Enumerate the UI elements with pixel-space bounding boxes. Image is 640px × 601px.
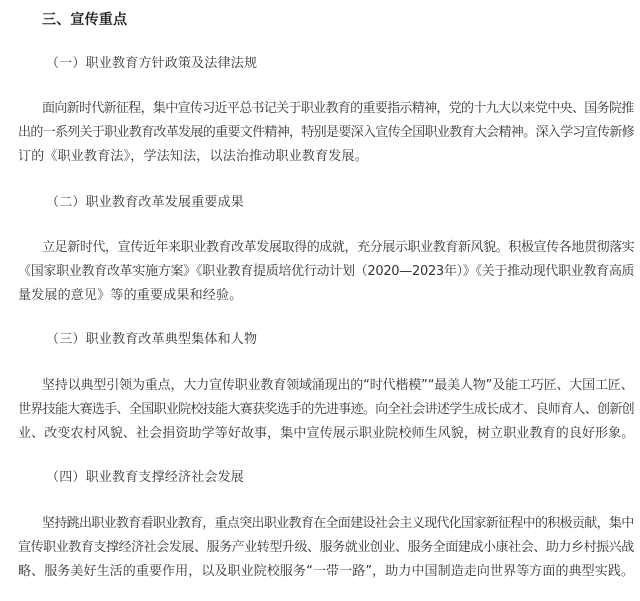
paragraph-3-line-2: 世界技能大赛选手、全国职业院校技能大赛获奖选手的先进事迹。向全社会讲述学生成长成才、良师育人、创新创	[18, 402, 635, 417]
subsection-heading-3: （三）职业教育改革典型集体和人物	[46, 332, 258, 347]
section-title: 三、宣传重点	[42, 12, 128, 28]
paragraph-4-line-1: 坚持跳出职业教育看职业教育，重点突出职业教育在全面建设社会主义现代化国家新征程中的积极贡献，集中	[42, 516, 634, 531]
paragraph-1-line-2: 出的一系列关于职业教育改革发展的重要文件精神，特别是要深入宣传全国职业教育大会精神。深入学习宣传新修	[18, 125, 635, 140]
paragraph-4-line-2: 宣传职业教育支撑经济社会发展、服务产业转型升级、服务就业创业、服务全面建成小康社会、助力乡村振兴战	[18, 540, 634, 555]
paragraph-2-line-2: 《国家职业教育改革实施方案》《职业教育提质培优行动计划（2020—2023年）》《关于推动现代职业教育高质	[18, 264, 635, 279]
paragraph-1-line-1: 面向新时代新征程，集中宣传习近平总书记关于职业教育的重要指示精神，党的十九大以来党中央、国务院推	[42, 101, 634, 116]
paragraph-1-line-3: 订的《职业教育法》，学法知法，以法治推动职业教育发展。	[18, 149, 368, 164]
paragraph-3-line-3: 业、改变农村风貌、社会捐资助学等好故事，集中宣传展示职业院校师生风貌，树立职业教育的良好形象。	[18, 426, 635, 441]
subsection-heading-4: （四）职业教育支撑经济社会发展	[46, 470, 245, 485]
paragraph-3-line-1: 坚持以典型引领为重点，大力宣传职业教育领域涌现出的“时代楷模”“最美人物”及能工巧匠、大国工匠、	[42, 378, 634, 393]
paragraph-2-line-3: 量发展的意见》等的重要成果和经验。	[18, 288, 243, 303]
subsection-heading-1: （一）职业教育方针政策及法律法规	[46, 56, 258, 71]
paragraph-4-line-3: 略、服务美好生活的重要作用，以及职业院校服务“一带一路”，助力中国制造走向世界等方面的典型实践。	[18, 564, 635, 579]
subsection-heading-2: （二）职业教育改革发展重要成果	[46, 195, 245, 210]
paragraph-2-line-1: 立足新时代，宣传近年来职业教育改革发展取得的成就，充分展示职业教育新风貌。积极宣传各地贯彻落实	[42, 240, 635, 255]
